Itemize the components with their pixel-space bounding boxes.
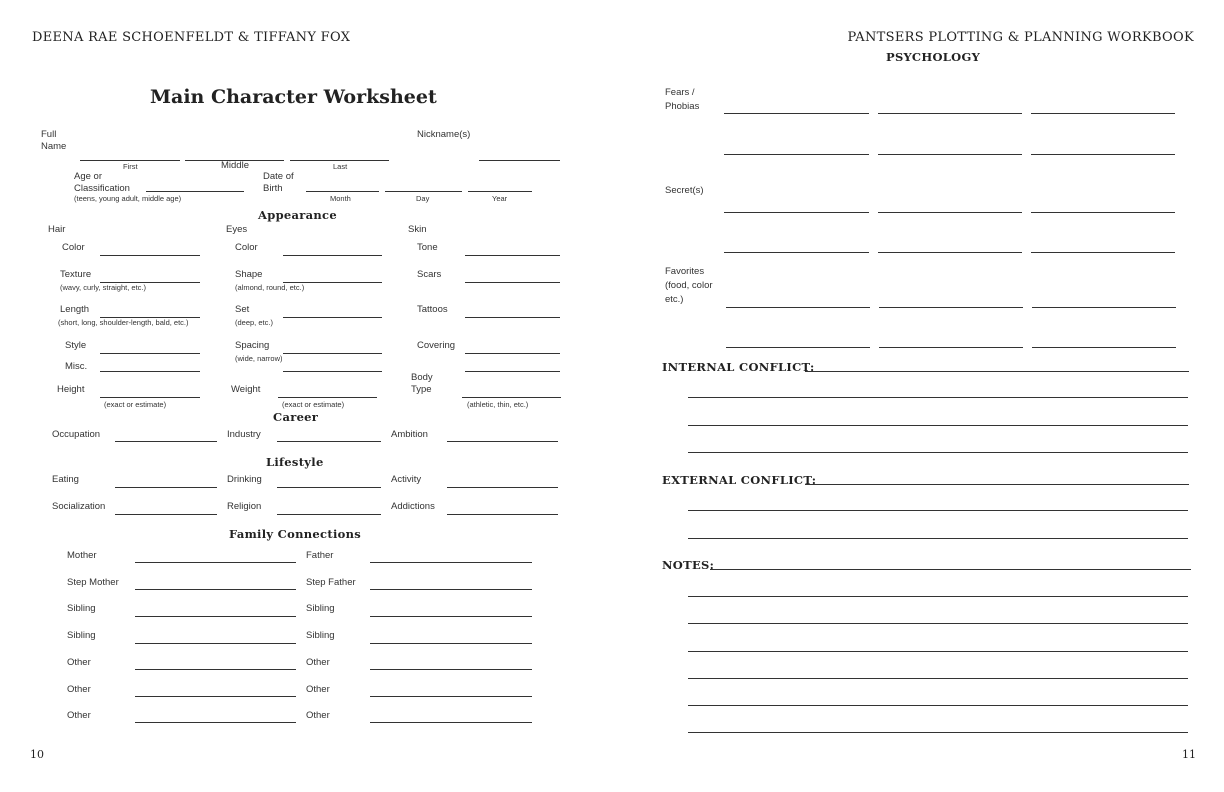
book-title-header: PANTSERS PLOTTING & PLANNING WORKBOOK [847,30,1194,45]
spacing-hint: (wide, narrow) [235,354,283,363]
notes-line[interactable] [688,651,1188,652]
full-name-label: Full Name [41,129,67,152]
family-right-label: Sibling [306,603,335,614]
eyes-shape-label: Shape [235,269,263,280]
family-right-label: Step Father [306,577,356,588]
internal-conflict-line[interactable] [688,452,1188,453]
ambition-field[interactable] [447,441,558,442]
favorites-label-2: (food, color [665,280,713,291]
ambition-label: Ambition [391,429,428,440]
activity-field[interactable] [447,487,558,488]
socialization-label: Socialization [52,501,106,512]
texture-hint: (wavy, curly, straight, etc.) [60,283,146,292]
body-type-field[interactable] [462,397,561,398]
left-page-number: 10 [30,748,44,761]
hair-color-field[interactable] [100,255,200,256]
skin-covering-field[interactable] [465,353,560,354]
hair-label: Hair [48,224,66,235]
external-conflict-label: EXTERNAL CONFLICT: [662,473,817,487]
eyes-spacing-field[interactable] [283,353,382,354]
date-of-label: Date of [263,171,294,182]
family-left-field[interactable] [135,643,296,644]
religion-label: Religion [227,501,262,512]
classification-label: Classification [74,183,130,194]
fears-field[interactable] [878,113,1022,114]
industry-label: Industry [227,429,261,440]
notes-line[interactable] [688,705,1188,706]
nickname-label: Nickname(s) [417,129,471,140]
weight-hint: (exact or estimate) [282,400,345,409]
birth-month-field[interactable] [306,191,379,192]
skin-label: Skin [408,224,427,235]
skin-tattoos-label: Tattoos [417,304,448,315]
body-label: Body [411,372,433,383]
favorites-field[interactable] [726,307,870,308]
occupation-field[interactable] [115,441,217,442]
family-left-label: Sibling [67,630,96,641]
hair-style-field[interactable] [100,353,200,354]
secrets-field[interactable] [1031,252,1175,253]
birth-year-field[interactable] [468,191,532,192]
eyes-set-label: Set [235,304,250,315]
shape-hint: (almond, round, etc.) [235,283,305,292]
weight-label: Weight [231,384,261,395]
family-left-label: Step Mother [67,577,119,588]
socialization-field[interactable] [115,514,217,515]
book-authors-header: DEENA RAE SCHOENFELDT & TIFFANY FOX [32,30,351,45]
eyes-set-field[interactable] [283,317,382,318]
favorites-label-3: etc.) [665,294,684,305]
family-left-label: Other [67,710,91,721]
skin-tone-label: Tone [417,242,438,253]
industry-field[interactable] [277,441,381,442]
birth-day-field[interactable] [385,191,462,192]
family-right-field[interactable] [370,696,532,697]
eyes-label: Eyes [226,224,248,235]
fears-field[interactable] [1031,154,1175,155]
career-heading: Career [273,410,319,424]
hair-misc-field[interactable] [100,371,200,372]
addictions-field[interactable] [447,514,558,515]
fears-label: Fears / [665,87,695,98]
family-right-label: Other [306,684,330,695]
drinking-label: Drinking [227,474,262,485]
addictions-label: Addictions [391,501,435,512]
set-hint: (deep, etc.) [235,318,273,327]
secrets-field[interactable] [1031,212,1175,213]
skin-scars-label: Scars [417,269,442,280]
internal-conflict-label: INTERNAL CONFLICT: [662,360,815,374]
drinking-field[interactable] [277,487,381,488]
appearance-heading: Appearance [258,208,337,222]
right-page-number: 11 [1182,748,1196,761]
internal-conflict-field[interactable] [805,371,1189,372]
family-left-label: Sibling [67,603,96,614]
secrets-label: Secret(s) [665,185,704,196]
height-hint: (exact or estimate) [104,400,167,409]
family-left-field[interactable] [135,669,296,670]
page-title: Main Character Worksheet [150,86,437,108]
family-left-field[interactable] [135,722,296,723]
hair-texture-label: Texture [60,269,92,280]
lifestyle-heading: Lifestyle [266,455,324,469]
family-left-label: Mother [67,550,97,561]
family-right-field[interactable] [370,562,532,563]
last-sublabel: Last [333,162,348,171]
skin-tattoos-field[interactable] [465,317,560,318]
hair-length-field[interactable] [100,317,200,318]
nickname-field[interactable] [479,160,560,161]
family-left-field[interactable] [135,589,296,590]
skin-misc-field[interactable] [465,371,560,372]
eyes-color-field[interactable] [283,255,382,256]
family-right-field[interactable] [370,669,532,670]
eating-field[interactable] [115,487,217,488]
skin-tone-field[interactable] [465,255,560,256]
family-left-field[interactable] [135,696,296,697]
favorites-field[interactable] [879,347,1023,348]
age-label: Age or [74,171,102,182]
weight-field[interactable] [278,397,377,398]
psychology-heading: PSYCHOLOGY [886,50,981,64]
notes-line[interactable] [688,732,1188,733]
height-field[interactable] [100,397,200,398]
notes-label: NOTES: [662,558,715,572]
skin-scars-field[interactable] [465,282,560,283]
external-conflict-field[interactable] [805,484,1189,485]
family-heading: Family Connections [229,527,362,541]
favorites-field[interactable] [879,307,1023,308]
hair-misc-label: Misc. [65,361,88,372]
internal-conflict-line[interactable] [688,397,1188,398]
family-right-field[interactable] [370,589,532,590]
age-field[interactable] [146,191,244,192]
middle-sublabel: Middle [221,160,249,171]
family-right-field[interactable] [370,616,532,617]
type-hint: (athletic, thin, etc.) [467,400,529,409]
secrets-field[interactable] [878,252,1022,253]
length-hint: (short, long, shoulder-length, bald, etc.) [58,318,189,327]
fears-field[interactable] [724,113,869,114]
family-right-field[interactable] [370,722,532,723]
hair-style-label: Style [65,340,87,351]
family-left-field[interactable] [135,616,296,617]
fears-field[interactable] [724,154,869,155]
family-left-field[interactable] [135,562,296,563]
secrets-field[interactable] [724,252,869,253]
occupation-label: Occupation [52,429,101,440]
year-sublabel: Year [492,194,508,203]
skin-covering-label: Covering [417,340,456,351]
eyes-misc-field[interactable] [283,371,382,372]
family-right-label: Other [306,710,330,721]
type-label: Type [411,384,432,395]
first-sublabel: First [123,162,138,171]
family-left-label: Other [67,657,91,668]
favorites-label: Favorites [665,266,705,277]
favorites-field[interactable] [1032,347,1176,348]
secrets-field[interactable] [724,212,869,213]
family-right-label: Sibling [306,630,335,641]
religion-field[interactable] [277,514,381,515]
hair-length-label: Length [60,304,90,315]
hair-texture-field[interactable] [100,282,200,283]
phobias-label: Phobias [665,101,700,112]
first-name-field[interactable] [80,160,180,161]
height-label: Height [57,384,85,395]
birth-label: Birth [263,183,283,194]
day-sublabel: Day [416,194,430,203]
notes-line[interactable] [688,678,1188,679]
eating-label: Eating [52,474,79,485]
notes-line[interactable] [688,596,1188,597]
activity-label: Activity [391,474,422,485]
notes-line[interactable] [688,623,1188,624]
family-right-label: Other [306,657,330,668]
notes-field[interactable] [710,569,1191,570]
eyes-shape-field[interactable] [283,282,382,283]
fears-field[interactable] [878,154,1022,155]
eyes-spacing-label: Spacing [235,340,270,351]
fears-field[interactable] [1031,113,1175,114]
family-left-label: Other [67,684,91,695]
family-right-field[interactable] [370,643,532,644]
family-right-label: Father [306,550,334,561]
eyes-color-label: Color [235,242,258,253]
favorites-field[interactable] [1032,307,1176,308]
external-conflict-line[interactable] [688,510,1188,511]
last-name-field[interactable] [290,160,389,161]
month-sublabel: Month [330,194,351,203]
age-hint: (teens, young adult, middle age) [74,194,182,203]
secrets-field[interactable] [878,212,1022,213]
favorites-field[interactable] [726,347,870,348]
external-conflict-line[interactable] [688,538,1188,539]
hair-color-label: Color [62,242,85,253]
internal-conflict-line[interactable] [688,425,1188,426]
